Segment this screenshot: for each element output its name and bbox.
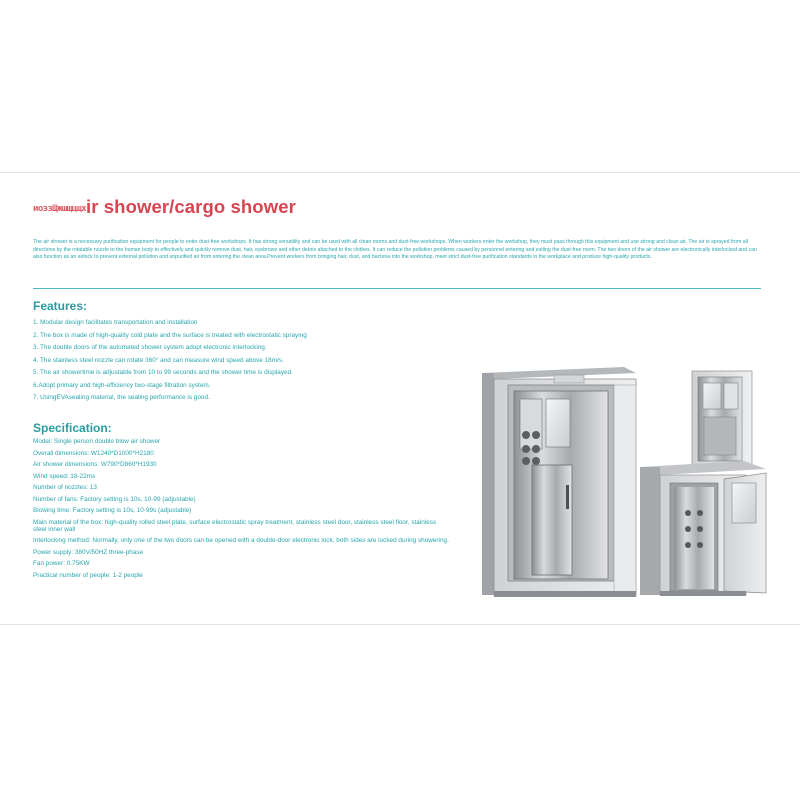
spec-item: Interlocking method: Normally, only one of the two doors can be opened with a double-door electronic lock, both sides are locked during showering. [33,537,449,544]
spec-item: Blowing time: Factory setting is 10s, 10-99s (adjustable) [33,507,192,514]
spec-item: Air shower dimensions: W790*D860*H1930 [33,461,157,468]
feature-item: 7. UsingEVAsealing material, the sealing performance is good. [33,394,210,401]
features-heading: Features: [33,299,88,313]
specification-heading: Specification: [33,421,112,435]
spec-item: Model: Single person double blow air shower [33,438,161,445]
spec-item: Overall dimensions: W1240*D1000*H2180 [33,449,154,457]
feature-item: 1. Modular design facilitates transportation and installation [33,319,198,326]
open-door-air-shower-unit [640,461,766,596]
spec-item: Fan power: 0.75KW [33,560,90,567]
title-text: ir shower/cargo shower [86,196,296,217]
title-garbled-prefix: иоззЩжшщцщх [33,204,87,214]
feature-item: 4. The stainless steel nozzle can rotate 360° and can measure wind speed above 18m/s. [33,356,284,364]
feature-item: 2. The box is made of high-quality cold plate and the surface is treated with electrostatic spraying [33,331,307,339]
feature-item: 6.Adopt primary and high-efficiency two-stage filtration system. [33,381,211,389]
feature-item: 3. The double doors of the automated shower system adopt electronic interlocking. [33,344,267,351]
page-title [33,196,296,218]
top-divider [0,172,800,173]
spec-item: Wind speed: 18-22ms [33,472,96,480]
bottom-divider [0,624,800,625]
product-photo [474,365,774,615]
intro-paragraph: The air shower is a necessary purification equipment for people to enter dust-free workshops. It has strong versatility and can be used with all clean rooms and dust-free workshops. When workers enter the workshop, they must pass through this equipment and use strong and clean air. The air is sprayed from all directions by the rotatable nozzle to the human body to effectively and quickly remove dust, hair, eyebrows and other debris attached to the clothes. It can reduce the pollution problems caused by personnel entering and exiting the dust-free room. The two doors of the air shower are electronically interlocked and can also function as an airlock to prevent external pollution and unpurified air from entering the clean area.Prevent workers from bringing hair, dust, and bacteria into the workshop, meet strict dust-free purification standards in the workplace and produce high-quality products. [33,239,757,261]
spec-item: Power supply: 380V/50HZ three-phase [33,548,144,556]
section-divider [33,288,761,289]
spec-item: Practical number of people: 1-2 people [33,571,143,579]
spec-item: Number of nozzles: 13 [33,484,97,491]
spec-item: Main material of the box: high-quality rolled steel plate, surface electrostatic spray treatment, stainless steel door, stainless steel floor, stainless steel inner wall [33,518,437,533]
feature-item: 5. The air showertime is adjustable from 10 to 99 seconds and the shower time is displayed. [33,369,293,376]
specification-list [33,438,451,583]
rear-air-shower-unit [692,371,752,467]
main-air-shower-unit [482,367,636,597]
spec-item: Number of fans: Factory setting is 10s, 10-99 (adjustable) [33,495,196,503]
features-list [33,317,463,405]
